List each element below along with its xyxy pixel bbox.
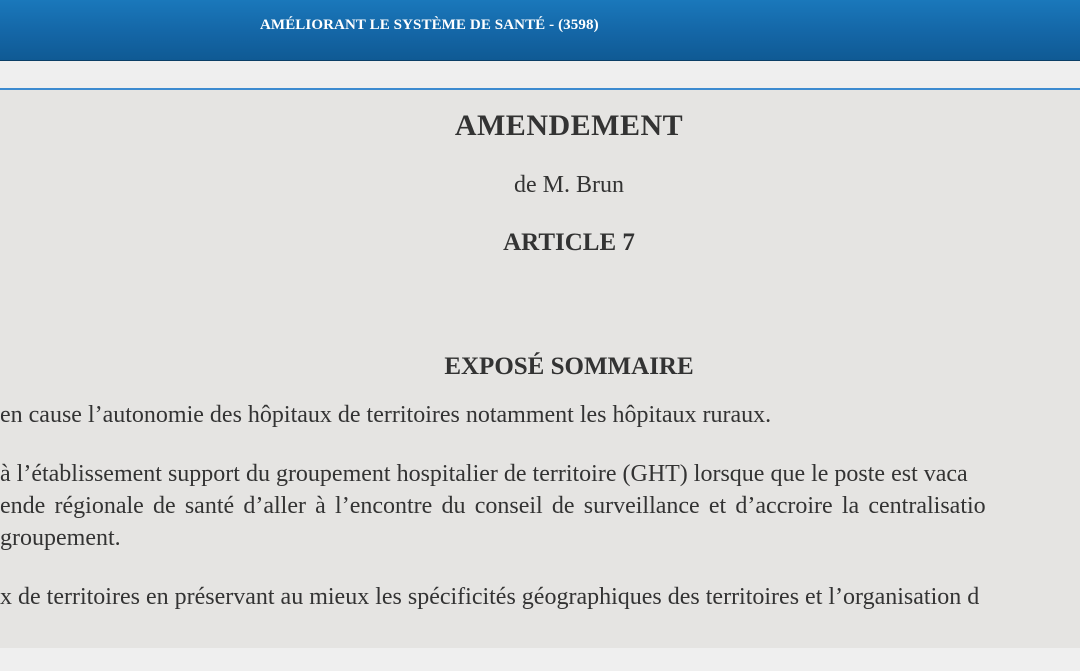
document-title: AMÉLIORANT LE SYSTÈME DE SANTÉ - (3598) (260, 17, 599, 33)
article-heading: ARTICLE 7 (503, 229, 635, 256)
top-banner (0, 0, 1080, 61)
expose-paragraph-2 (0, 458, 986, 554)
spacer (0, 61, 1080, 88)
expose-paragraph-1-text: en cause l’autonomie des hôpitaux de territoires notamment les hôpitaux ruraux. (0, 402, 772, 428)
expose-paragraph-2-line-1: à l’établissement support du groupement hospitalier de territoire (GHT) lorsque que le poste est vaca (0, 461, 968, 487)
expose-heading: EXPOSÉ SOMMAIRE (444, 353, 694, 380)
expose-paragraph-2-line-2: ende régionale de santé d’aller à l’encontre du conseil de surveillance et d’accroire la centralisatio (0, 493, 986, 519)
bottom-spacer (0, 648, 1080, 671)
expose-paragraph-1 (0, 399, 771, 431)
expose-paragraph-2-line-3: groupement. (0, 525, 121, 551)
amendment-author: de M. Brun (514, 172, 624, 198)
expose-paragraph-3-text: x de territoires en préservant au mieux les spécificités géographiques des territoires et l’organisation d (0, 584, 980, 610)
expose-paragraph-3 (0, 581, 979, 613)
amendment-heading: AMENDEMENT (454, 109, 684, 142)
amendment-panel (0, 88, 1080, 650)
